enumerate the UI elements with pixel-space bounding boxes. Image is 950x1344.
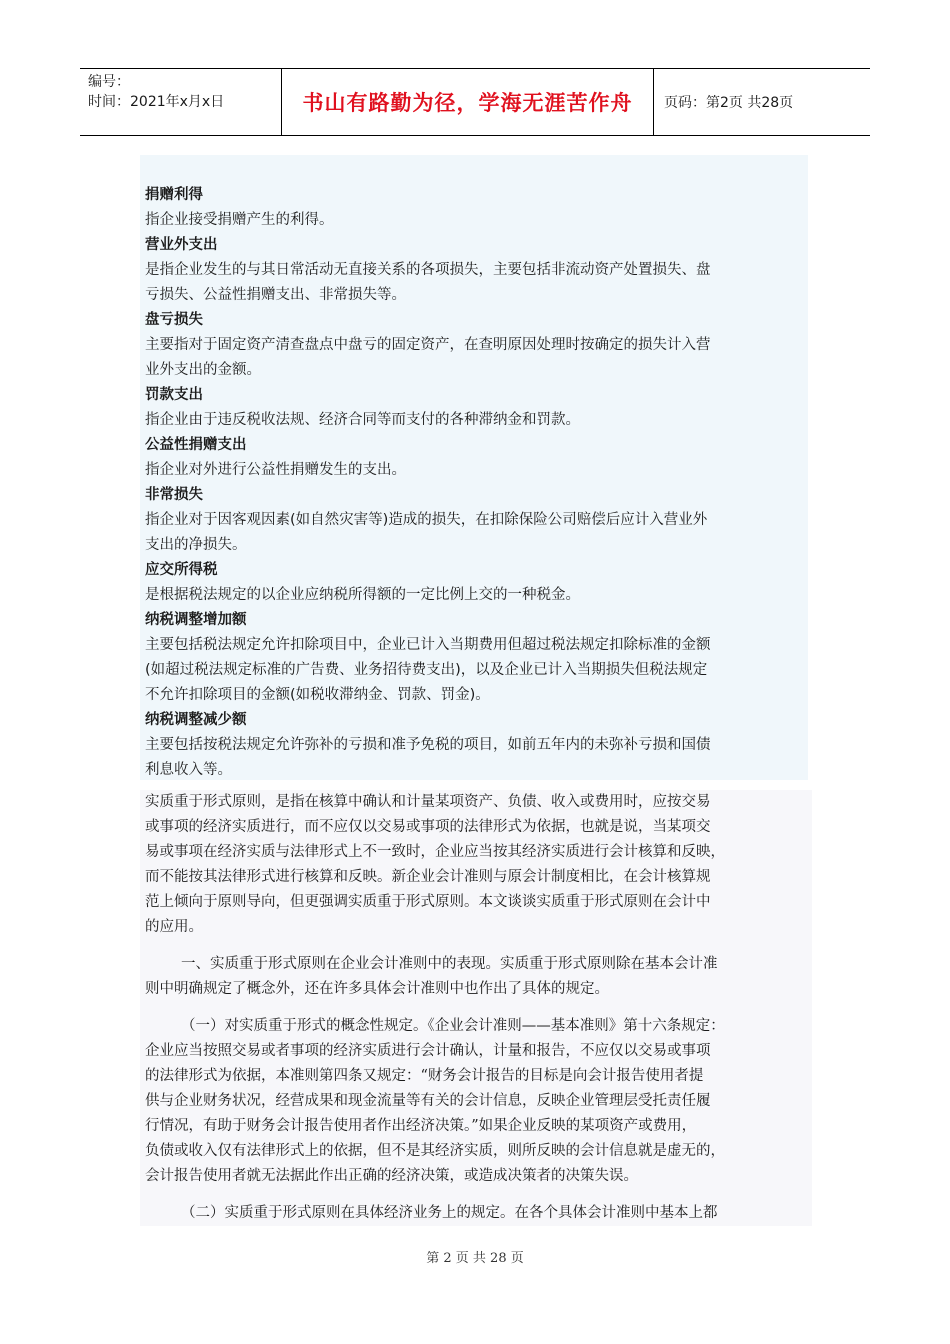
glossary-definition-line: 是根据税法规定的以企业应纳税所得额的一定比例上交的一种税金。 [145,587,580,603]
paragraph-line: 企业应当按照交易或者事项的经济实质进行会计确认，计量和报告，不应仅以交易或事项 [145,1043,711,1059]
glossary-definition-line: 支出的净损失。 [145,537,247,553]
paragraph-line: 的应用。 [145,919,203,935]
paragraph [140,1201,812,1226]
serial-label: 编号： [88,74,130,90]
paragraph [140,1014,812,1189]
paragraph-line: 供与企业财务状况，经营成果和现金流量等有关的会计信息，反映企业管理层受托责任履 [145,1093,711,1109]
page-header [80,68,870,136]
glossary-definition-line: 指企业接受捐赠产生的利得。 [145,212,334,228]
glossary-term: 非常损失 [145,487,203,503]
glossary-definition-line: 亏损失、公益性捐赠支出、非常损失等。 [145,287,406,303]
header-meta [80,69,282,135]
paragraph-line: 负债或收入仅有法律形式上的依据，但不是其经济实质，则所反映的会计信息就是虚无的， [145,1143,725,1159]
paragraph-line: 或事项的经济实质进行，而不应仅以交易或事项的法律形式为依据，也就是说，当某项交 [145,819,711,835]
glossary-definition-line: 利息收入等。 [145,762,232,778]
glossary-term: 捐赠利得 [145,187,203,203]
paragraph [140,952,812,1002]
glossary-block [140,155,808,780]
glossary-term: 公益性捐赠支出 [145,437,247,453]
paragraph-line: 行情况，有助于财务会计报告使用者作出经济决策。”如果企业反映的某项资产或费用， [145,1118,697,1134]
glossary-definition-line: 指企业对于因客观因素(如自然灾害等)造成的损失，在扣除保险公司赔偿后应计入营业外 [145,512,708,528]
date-label: 时间：2021年x月x日 [88,94,225,110]
paragraph [140,790,812,940]
page-footer: 第 2 页 共 28 页 [426,1251,524,1266]
glossary-term: 盘亏损失 [145,312,203,328]
glossary-term: 纳税调整减少额 [145,712,247,728]
paragraph-line: 的法律形式为依据，本准则第四条又规定：“财务会计报告的目标是向会计报告使用者提 [145,1068,704,1084]
paragraph-line: 会计报告使用者就无法据此作出正确的经济决策，或造成决策者的决策失误。 [145,1168,638,1184]
glossary-definition-line: 指企业对外进行公益性捐赠发生的支出。 [145,462,406,478]
glossary-definition-line: 主要包括按税法规定允许弥补的亏损和准予免税的项目，如前五年内的未弥补亏损和国债 [145,737,711,753]
page-info: 页码：第2页 共28页 [664,95,794,111]
glossary-term: 纳税调整增加额 [145,612,247,628]
glossary-definition-line: 是指企业发生的与其日常活动无直接关系的各项损失，主要包括非流动资产处置损失、盘 [145,262,711,278]
paragraph-line: 则中明确规定了概念外，还在许多具体会计准则中也作出了具体的规定。 [145,981,609,997]
header-motto-cell [282,69,654,135]
glossary-definition-line: 主要指对于固定资产清查盘点中盘亏的固定资产，在查明原因处理时按确定的损失计入营 [145,337,711,353]
glossary-definition-line: 指企业由于违反税收法规、经济合同等而支付的各种滞纳金和罚款。 [145,412,580,428]
glossary-definition-line: 不允许扣除项目的金额(如税收滞纳金、罚款、罚金)。 [145,687,490,703]
paragraph-line: （一）对实质重于形式的概念性规定。《企业会计准则——基本准则》第十六条规定： [181,1018,725,1034]
glossary-definition-line: 业外支出的金额。 [145,362,261,378]
paragraph-line: 易或事项在经济实质与法律形式上不一致时，企业应当按其经济实质进行会计核算和反映， [145,844,725,860]
glossary-term: 应交所得税 [145,562,218,578]
paragraph-line: 一、实质重于形式原则在企业会计准则中的表现。实质重于形式原则除在基本会计准 [181,956,718,972]
article-body [140,790,812,1226]
glossary-definition-line: (如超过税法规定标准的广告费、业务招待费支出)，以及企业已计入当期损失但税法规定 [145,662,708,678]
glossary-definition-line: 主要包括税法规定允许扣除项目中，企业已计入当期费用但超过税法规定扣除标准的金额 [145,637,711,653]
motto: 书山有路勤为径，学海无涯苦作舟 [302,91,633,115]
paragraph-line: 实质重于形式原则，是指在核算中确认和计量某项资产、负债、收入或费用时，应按交易 [145,794,711,810]
glossary-term: 罚款支出 [145,387,203,403]
paragraph-line: （二）实质重于形式原则在具体经济业务上的规定。在各个具体会计准则中基本上都 [181,1205,718,1221]
paragraph-line: 而不能按其法律形式进行核算和反映。新企业会计准则与原会计制度相比，在会计核算规 [145,869,711,885]
paragraph-line: 范上倾向于原则导向，但更强调实质重于形式原则。本文谈谈实质重于形式原则在会计中 [145,894,711,910]
glossary-term: 营业外支出 [145,237,218,253]
